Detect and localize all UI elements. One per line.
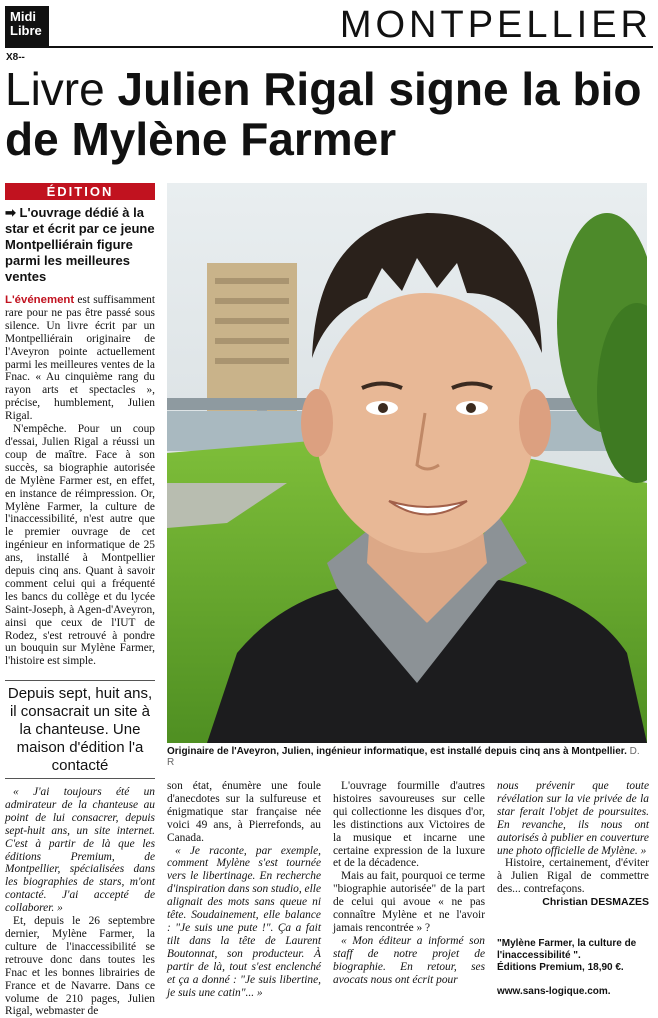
headline-main: Julien Rigal signe la bio de Mylène Farmer xyxy=(5,63,642,165)
photo-credit: D. R xyxy=(167,746,640,768)
pull-quote: Depuis sept, huit ans, il consacrait un site à la chanteuse. Une maison d'édition l'a contacté xyxy=(5,680,155,775)
column-4-paragraph: Histoire, certainement, d'éviter à Julien Rigal de commettre des... contrefaçons. xyxy=(497,857,649,896)
column-2 xyxy=(167,780,321,999)
column-1 xyxy=(5,786,155,1018)
website-link[interactable]: www.sans-logique.com. xyxy=(497,986,611,997)
deck: ➡ L'ouvrage dédié à la star et écrit par ce jeune Montpelliérain figure parmi les meilleures ventes xyxy=(5,205,155,284)
column-1-paragraph: Et, depuis le 26 septembre dernier, Mylène Farmer, la culture de l'inaccessibilité se retrouve donc dans toutes les Fnac et les bonnes librairies de France et de Navarre. Dans ce volume de 210 pages, Julien Rigal, webmaster de xyxy=(5,915,155,1018)
section-tag: ÉDITION xyxy=(5,183,155,200)
column-4-paragraph: nous prévenir que toute révélation sur la vie privée de la star ferait l'objet de poursuites. En revanche, ils nous ont autorisés à publier en couverture une photo officielle de Mylène. » xyxy=(497,780,649,857)
intro-lead: L'événement xyxy=(5,294,75,306)
logo-line-1: Midi xyxy=(10,9,36,24)
pull-quote-rule xyxy=(5,778,155,779)
masthead-rule xyxy=(5,46,653,48)
headline xyxy=(5,64,655,164)
logo-line-2: Libre xyxy=(10,23,42,38)
book-title: "Mylène Farmer, la culture de l'inaccessibilité ". xyxy=(497,938,637,961)
section-title: MONTPELLIER xyxy=(339,4,652,46)
intro-text xyxy=(5,294,155,668)
intro-body: est suffisamment rare pour ne pas être passé sous silence. Un livre écrit par un Montpelliérain originaire de l'Aveyron pointe actuellement parmi les meilleures ventes de la Fnac. « Au cinquième rang du rayon arts et spectacles », précise, humblement, Julien Rigal. xyxy=(5,294,155,423)
intro-paragraph-2: N'empêche. Pour un coup d'essai, Julien Rigal a réussi un coup de maître. Face à son succès, sa biographie autorisée de Mylène Farmer est, en effet, en instance de réimpression. Or, Mylène Farmer, la culture de l'inaccessibilité, n'est autre que le premier ouvrage de cet ingénieur en informatique de 25 ans, installé à Montpellier depuis cinq ans. Quant à savoir comment celui qui a fréquenté les bancs du collège et du lycée Saint-Joseph, à Agen-d'Aveyron, ainsi que ceux de l'IUT de Rodez, s'est retrouvé à pondre un bouquin sur Mylène Farmer, l'histoire est simple. xyxy=(5,423,155,668)
column-3-paragraph: L'ouvrage fourmille d'autres histoires savoureuses sur celle qui collectionne les disques d'or, les distinctions aux Victoires de la musique et incarne une certaine expression de la luxure et de la décadence. xyxy=(333,780,485,870)
column-1-paragraph: « J'ai toujours été un admirateur de la chanteuse au point de lui consacrer, depuis sept-huit ans, un site internet. C'est à partir de là que les éditions Premium, de Montpellier, spécialisées dans les biographies de stars, m'ont contacté. J'ai accepté de collaborer. » xyxy=(5,786,155,915)
column-3 xyxy=(333,780,485,987)
midi-libre-logo xyxy=(5,6,49,46)
column-2-paragraph: son état, énumère une foule d'anecdotes sur la sulfureuse et énigmatique star française née voici 49 ans, à Pierrefonds, au Canada. xyxy=(167,780,321,844)
book-publisher: Éditions Premium, 18,90 €. xyxy=(497,962,624,973)
column-3-paragraph: Mais au fait, pourquoi ce terme "biographie autorisée" de la part de celui qui avoue « ne pas connaître Mylène et ne l'avoir jamais rencontrée » ? xyxy=(333,870,485,934)
photo-caption xyxy=(167,746,647,768)
column-2-paragraph: « Je raconte, par exemple, comment Mylène s'est tournée vers le libertinage. En recherche d'inspiration dans son studio, elle alignait des mots sans queue ni tête. Soudainement, elle balance : "Je suis une pute !". Ça a fait tilt dans la tête de Laurent Boutonnat, son producteur. À partir de là, tout s'est enclenché et ça a donné : "Je suis libertine, je suis une catin"... » xyxy=(167,844,322,999)
portrait-illustration xyxy=(167,183,647,743)
author-byline: Christian DESMAZES xyxy=(542,896,649,909)
column-3-paragraph: « Mon éditeur a informé son staff de notre projet de biographie. En retour, ses avocats nous ont écrit pour xyxy=(333,934,485,986)
caption-text: Originaire de l'Aveyron, Julien, ingénieur informatique, est installé depuis cinq ans à Montpellier. xyxy=(167,746,627,757)
portrait-photo xyxy=(167,183,647,743)
page-number: X8-- xyxy=(6,52,25,63)
headline-kicker: Livre xyxy=(5,63,105,115)
book-info xyxy=(497,938,649,974)
column-4 xyxy=(497,780,649,909)
